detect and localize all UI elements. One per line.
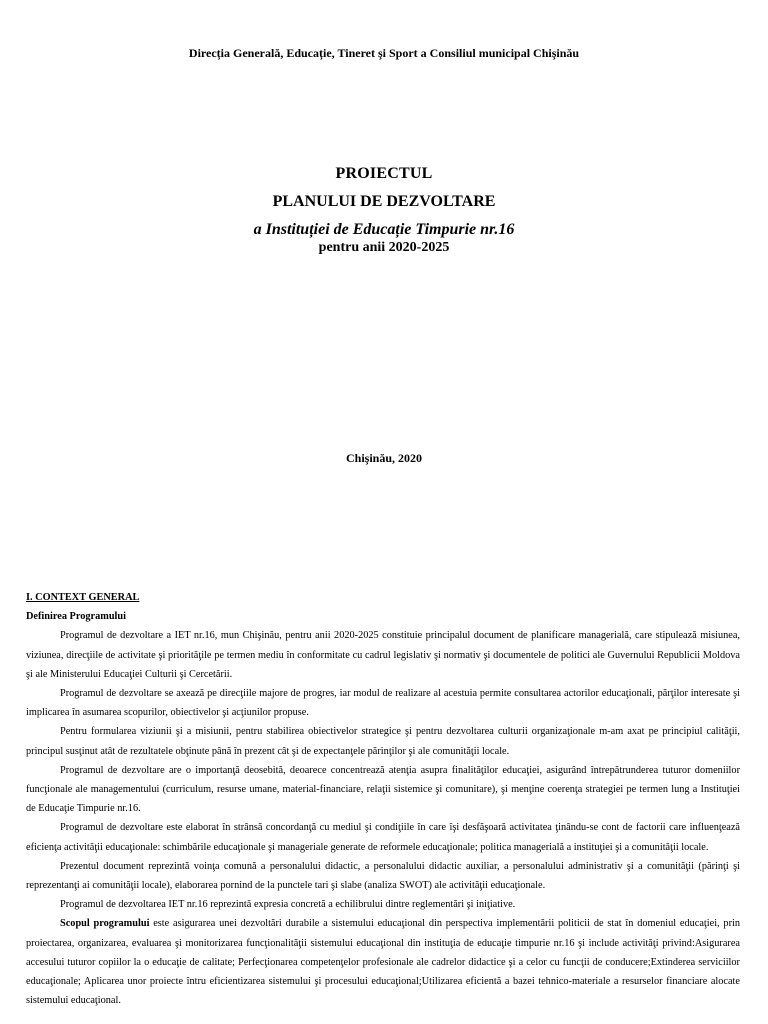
title-line-2: PLANULUI DE DEZVOLTARE (272, 193, 496, 210)
paragraph: Programul de dezvoltarea IET nr.16 reprezintă expresia concretă a echilibrului dintre reglementări şi iniţiative. (60, 899, 516, 911)
section-subheading: Definirea Programului (26, 611, 127, 623)
paragraph: Programul de dezvoltare are o importanţă deosebită, deoarece concentrează atenţia asupra finalităţilor educaţiei, asigurând întrepătrunderea tuturor domeniilor funcţionale ale managementului (curriculum, resurse umane, material-financiare, relaţii sistemice şi comunitare), şi menţine coerenţa strategiei pe termen lung a Instituţiei de Educaţie Timpurie nr.16. (26, 764, 740, 815)
paragraph: Programul de dezvoltare se axează pe direcţiile majore de progres, iar modul de realizare al acestuia permite consultarea actorilor educaţionali, părţilor interesate şi implicarea în asumarea scopurilor, obiectivelor şi acţiunilor propuse. (26, 688, 740, 719)
place-date: Chişinău, 2020 (345, 451, 423, 465)
title-line-4: pentru anii 2020-2025 (318, 240, 450, 255)
issuer-header: Direcția Generală, Educație, Tineret şi Sport a Consiliul municipal Chişinău (188, 46, 580, 60)
scope-label: Scopul programului (60, 918, 150, 930)
paragraph: Programul de dezvoltare a IET nr.16, mun Chişinău, pentru anii 2020-2025 constituie principalul document de planificare managerială, care stipulează misiunea, viziunea, direcţiile de activitate şi priorităţile pe termen mediu în conformitate cu cadrul legislativ şi normativ şi documentele de politici ale Guvernului Republicii Moldova şi ale Ministerului Educaţiei Culturii şi Cercetării. (26, 630, 740, 680)
section-heading: I. CONTEXT GENERAL (26, 592, 140, 603)
title-line-1: PROIECTUL (335, 165, 433, 182)
paragraph: Pentru formularea viziunii şi a misiunii, pentru stabilirea obiectivelor strategice şi pentru dezvoltarea culturii organizaţionale m-am axat pe principiul calităţii, principul susţinut atât de rezultatele obţinute până în prezent cât şi de expectanţele părinţilor şi ale comunităţii locale. (26, 726, 740, 757)
paragraph: Programul de dezvoltare este elaborat în strânsă concordanţă cu mediul şi condiţiile în care îşi desfăşoară activitatea ţinându-se cont de factorii care influenţează eficienţa activităţii educaţionale: schimbările educaţionale şi manageriale generate de reformele educaţionale; politica managerială a instituţiei şi a comunităţii locale. (26, 822, 740, 853)
scope-text: este asigurarea unei dezvoltări durabile a sistemului educaţional din perspectiva implementării politicii de stat în domeniul educaţiei, prin proiectarea, organizarea, evaluarea şi monitorizarea funcţionalităţii sistemului educaţional din instituţia de educaţie timpurie nr.16 şi include activităţi privind:Asigurarea accesului tuturor copiilor la o educaţie de calitate; Perfecţionarea competenţelor profesionale ale cadrelor didactice şi a celor cu funcţii de conducere;Extinderea serviciilor educaţionale; Aplicarea unor proiecte întru eficientizarea sistemului şi procesului educaţional;Utilizarea eficientă a bazei tehnico-materiale a resurselor financiare alocate sistemului educaţional. (26, 918, 741, 1007)
title-line-3: a Instituției de Educație Timpurie nr.16 (253, 221, 515, 238)
title-block (0, 165, 768, 256)
paragraph: Prezentul document reprezintă voinţa comună a personalului didactic, a personalului didactic auxiliar, a personalului administrativ şi a comunităţii (părinţi şi reprezentanţi ai comunităţii locale), elaborarea pornind de la punctele tari şi slabe (analiza SWOT) ale activităţii educaţionale. (26, 860, 740, 892)
section-body (26, 588, 740, 1010)
scope-paragraph (26, 914, 740, 1010)
